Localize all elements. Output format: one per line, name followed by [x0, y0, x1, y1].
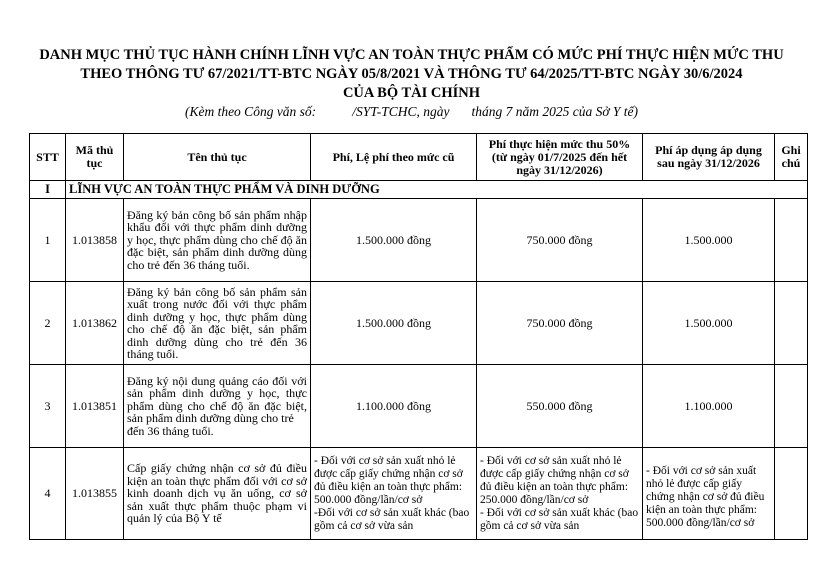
table-row — [30, 282, 808, 365]
col-header-note: Ghi chú — [775, 134, 808, 181]
row-name — [124, 365, 311, 448]
doc-title-line-3: CỦA BỘ TÀI CHÍNH — [342, 85, 481, 101]
row-fee-half — [477, 448, 643, 540]
subtitle-part-b: /SYT-TCHC, ngày — [352, 104, 450, 119]
row-fee-after: 1.100.000 — [643, 365, 775, 448]
col-header-fee-old: Phí, Lệ phí theo mức cũ — [311, 134, 477, 181]
col-header-fee-half: Phí thực hiện mức thu 50% (từ ngày 01/7/2025 đến hết ngày 31/12/2026) — [477, 134, 643, 181]
row-stt: 1 — [30, 199, 66, 282]
row-name-text: Đăng ký nội dung quảng cáo đối với sản phẩm dinh dưỡng y học, thực phẩm dùng cho chế độ ăn đặc biệt, sản phẩm dinh dưỡng dùng cho trẻ — [127, 373, 307, 426]
row-code: 1.013858 — [66, 199, 124, 282]
subtitle-part-a: (Kèm theo Công văn số: — [184, 104, 317, 119]
row-note — [775, 365, 808, 448]
row-name-continuation: đến 36 tháng tuổi. — [127, 423, 214, 438]
section-title: LĨNH VỰC AN TOÀN THỰC PHẨM VÀ DINH DƯỠNG — [66, 181, 808, 199]
row-note — [775, 448, 808, 540]
section-row — [30, 181, 808, 199]
col-header-name: Tên thủ tục — [124, 134, 311, 181]
subtitle-part-c: tháng 7 năm 2025 của Sở Y tế) — [471, 104, 639, 119]
row-code: 1.013855 — [66, 448, 124, 540]
fee-half-small-producer: - Đối với cơ sở sản xuất nhỏ lẻ được cấp giấy chứng nhận cơ sở đủ điều kiện an toàn thực phẩm: 250.000 đồng/lần/cơ sở — [480, 454, 629, 506]
col-header-stt: STT — [30, 134, 66, 181]
row-name: Đăng ký bản công bố sản phẩm nhập khẩu đối với thực phẩm dinh dưỡng y học, thực phẩm dùng cho chế độ ăn đặc biệt, sản phẩm dinh dưỡng dùng cho trẻ đến 36 tháng tuổi. — [124, 199, 311, 282]
table-header-row — [30, 134, 808, 181]
row-fee-half: 750.000 đồng — [477, 199, 643, 282]
row-fee-half: 750.000 đồng — [477, 282, 643, 365]
row-name: Đăng ký bản công bố sản phẩm sản xuất trong nước đối với thực phẩm dinh dưỡng y học, thực phẩm dùng cho chế độ ăn đặc biệt, sản phẩm dinh dưỡng dùng cho trẻ đến 36 tháng tuổi. — [124, 282, 311, 365]
procedure-table — [29, 133, 808, 540]
table-row — [30, 199, 808, 282]
doc-subtitle — [0, 104, 823, 120]
row-stt: 4 — [30, 448, 66, 540]
row-code: 1.013862 — [66, 282, 124, 365]
col-header-fee-after: Phí áp dụng áp dụng sau ngày 31/12/2026 — [643, 134, 775, 181]
row-fee-old: 1.500.000 đồng — [311, 199, 477, 282]
row-fee-after — [643, 448, 775, 540]
section-number: I — [30, 181, 66, 199]
row-note — [775, 199, 808, 282]
row-fee-after: 1.500.000 — [643, 282, 775, 365]
row-fee-old: 1.500.000 đồng — [311, 282, 477, 365]
fee-after-small-producer: - Đối với cơ sở sản xuất nhỏ lẻ được cấp giấy chứng nhận cơ sở đủ điều kiện an toàn thực phẩm: 500.000 đồng/lần/cơ sở — [646, 464, 765, 529]
fee-old-small-producer: - Đối với cơ sở sản xuất nhỏ lẻ được cấp giấy chứng nhận cơ sở đủ điều kiện an toàn thực phẩm: 500.000 đồng/lần/cơ sở — [314, 454, 463, 506]
row-code: 1.013851 — [66, 365, 124, 448]
doc-title-line-1: DANH MỤC THỦ TỤC HÀNH CHÍNH LĨNH VỰC AN TOÀN THỰC PHẨM CÓ MỨC PHÍ THỰC HIỆN MỨC THU — [39, 47, 784, 63]
row-stt: 3 — [30, 365, 66, 448]
row-stt: 2 — [30, 282, 66, 365]
fee-half-other-producer: - Đối với cơ sở sản xuất khác (bao gồm cả cơ sở vừa sản — [480, 506, 639, 532]
row-fee-half: 550.000 đồng — [477, 365, 643, 448]
row-fee-old: 1.100.000 đồng — [311, 365, 477, 448]
row-fee-old — [311, 448, 477, 540]
fee-old-other-producer: -Đối với cơ sở sản xuất khác (bao gồm cả cơ sở vừa sản — [314, 506, 470, 532]
table-row — [30, 365, 808, 448]
table-row — [30, 448, 808, 540]
doc-title-line-2: THEO THÔNG TƯ 67/2021/TT-BTC NGÀY 05/8/2021 VÀ THÔNG TƯ 64/2025/TT-BTC NGÀY 30/6/2024 — [80, 66, 743, 82]
row-note — [775, 282, 808, 365]
row-fee-after: 1.500.000 — [643, 199, 775, 282]
row-name: Cấp giấy chứng nhận cơ sở đủ điều kiện an toàn thực phẩm đối với cơ sở kinh doanh dịch vụ ăn uống, cơ sở sản xuất thực phẩm thuộc phạm vi quản lý của Bộ Y tế — [124, 448, 311, 540]
col-header-code: Mã thủ tục — [66, 134, 124, 181]
